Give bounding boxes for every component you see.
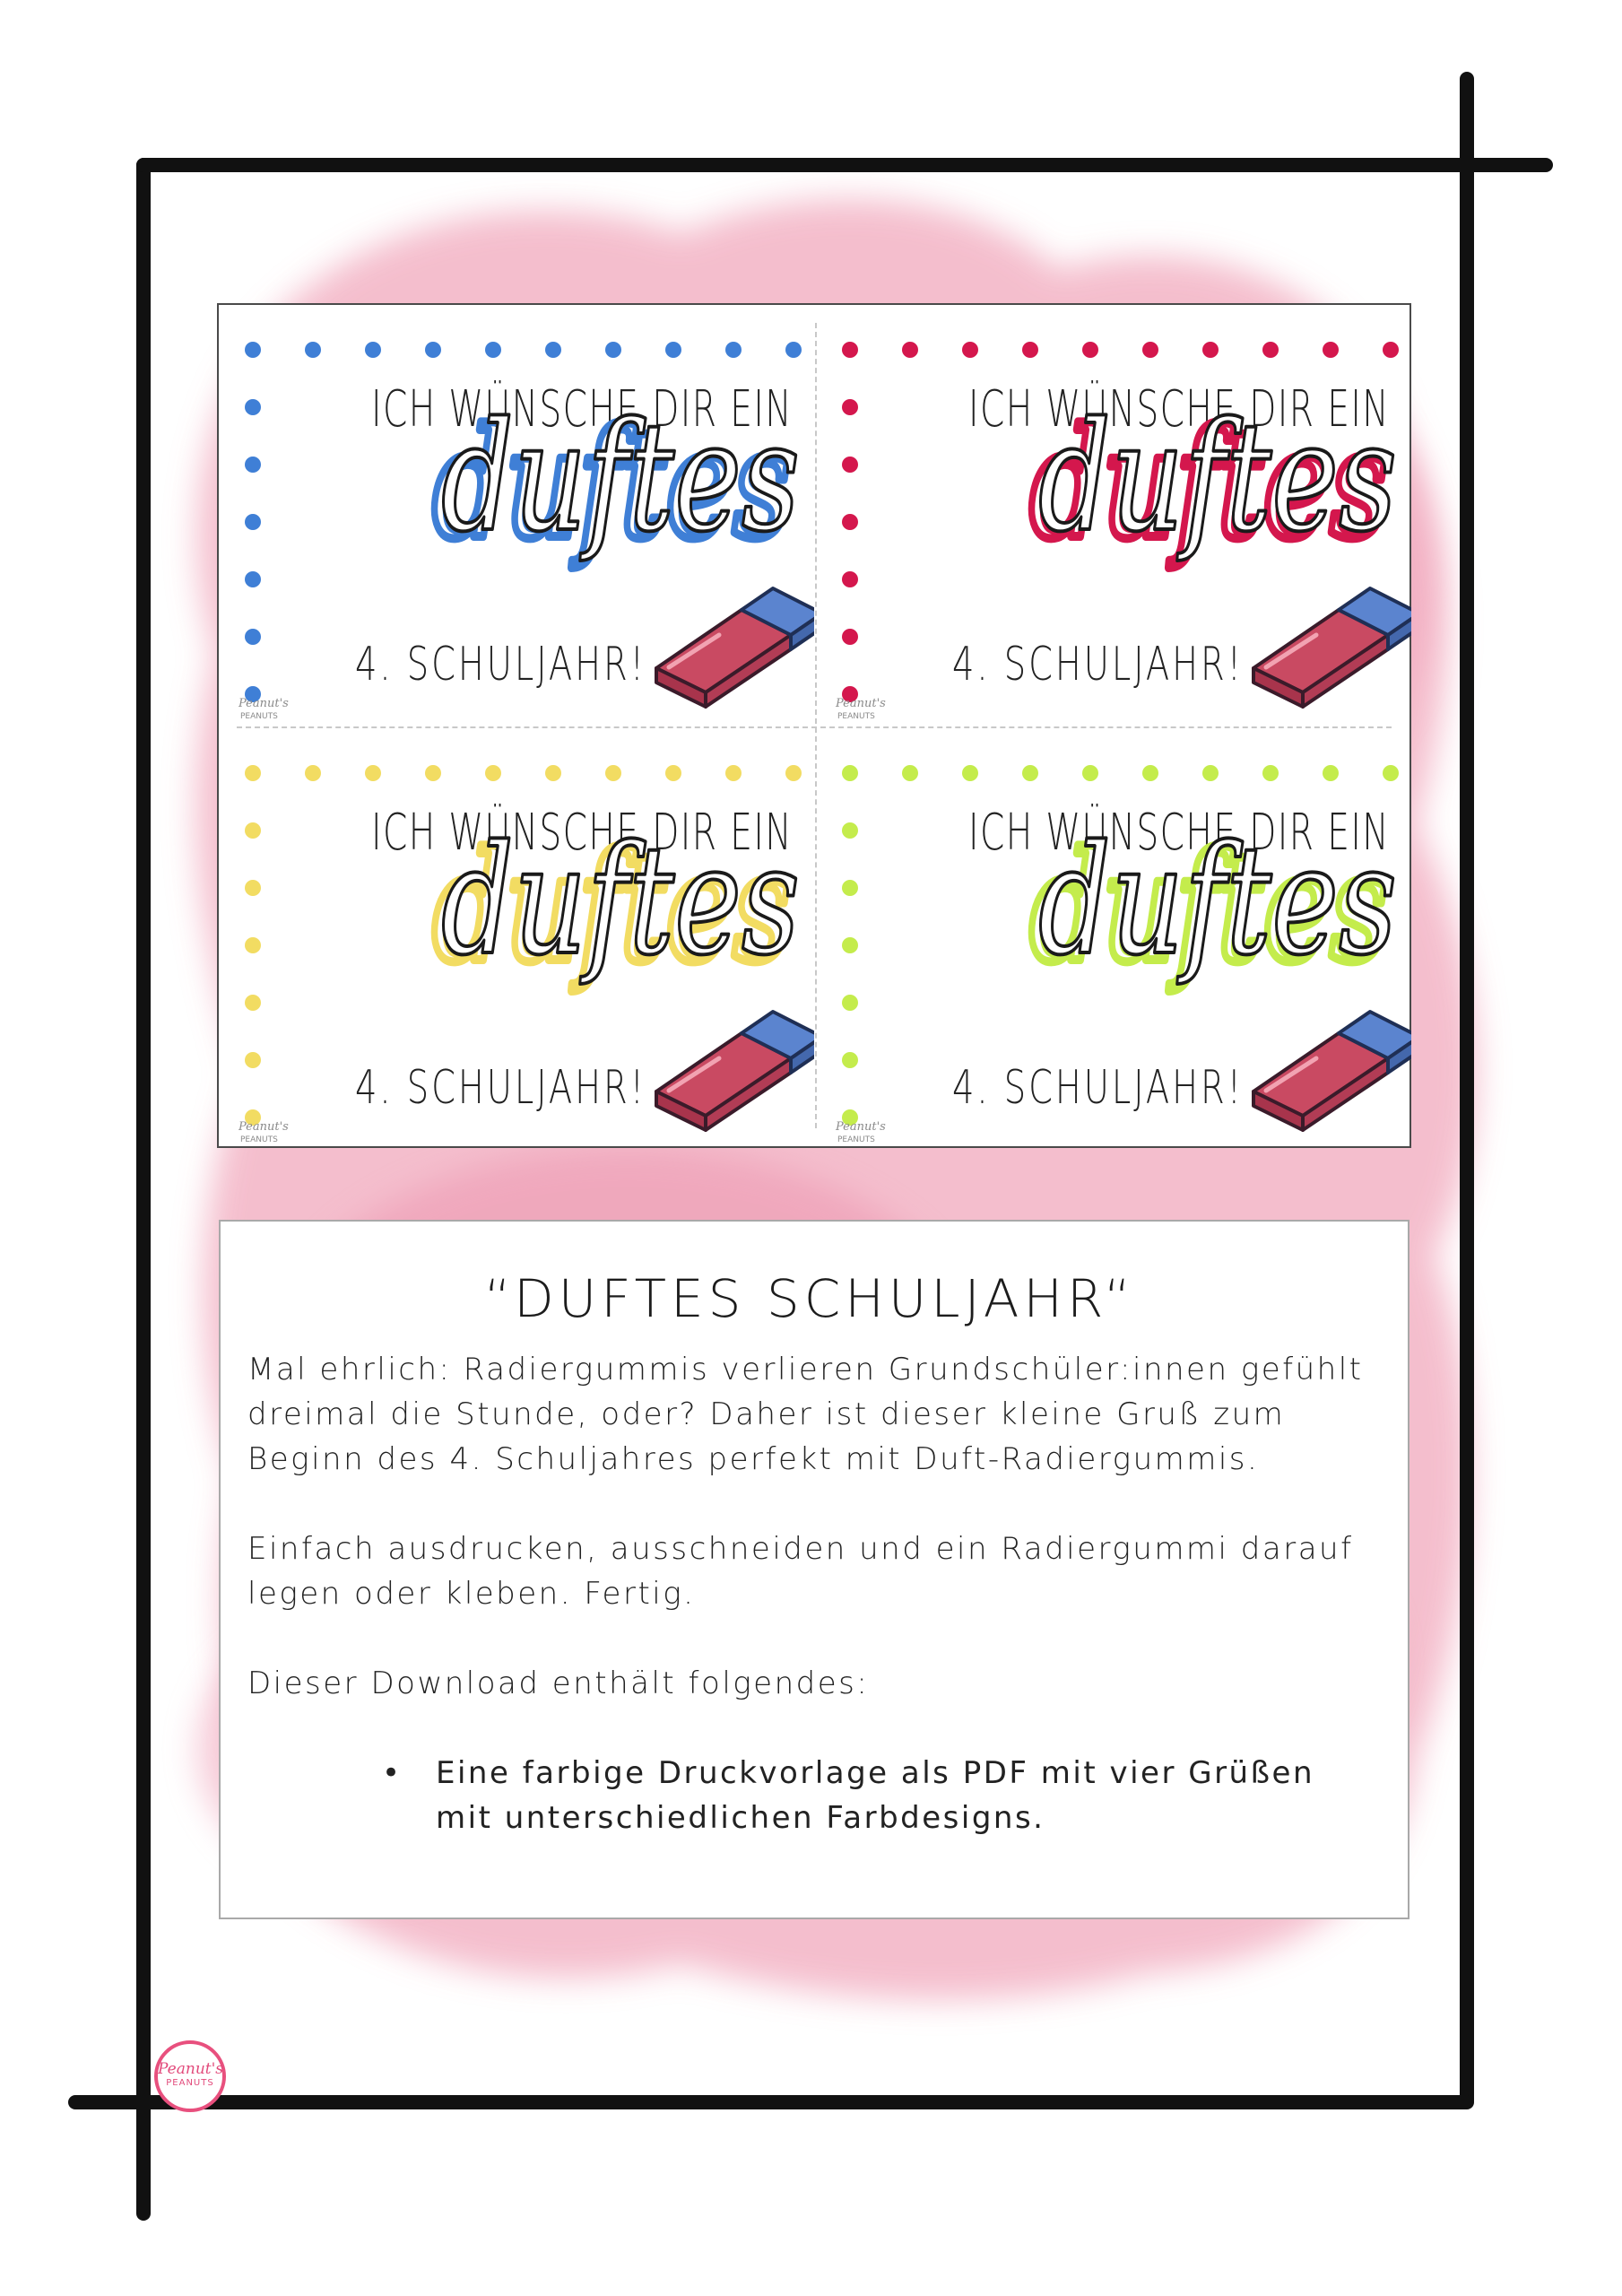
card-graphic	[816, 305, 1411, 725]
card-brand-name: Peanut's	[239, 697, 289, 710]
greeting-card-red	[816, 305, 1411, 725]
dot-decoration	[842, 457, 858, 473]
card-word: duftes	[1038, 813, 1397, 988]
dot-decoration	[1082, 765, 1098, 781]
card-brand-sub: PEANUTS	[837, 1135, 875, 1144]
dot-decoration	[842, 880, 858, 896]
card-line3: 4. SCHULJAHR!	[355, 638, 646, 691]
contents-list	[247, 1751, 1372, 1840]
frame-bottom-line	[68, 2095, 1474, 2109]
description-paragraph-1: Mal ehrlich: Radiergummis verlieren Grundschüler:innen gefühlt dreimal die Stunde, oder? Daher ist dieser kleine Gruß zum Beginn des 4. Schuljahres perfekt mit Duft-Radiergummis.	[247, 1352, 1364, 1477]
dot-decoration	[305, 342, 321, 358]
dot-decoration	[485, 765, 501, 781]
dot-decoration	[842, 514, 858, 530]
card-word-shadow: duftes	[432, 396, 791, 572]
dot-decoration	[545, 342, 561, 358]
dot-decoration	[842, 937, 858, 953]
dot-decoration	[605, 765, 621, 781]
description-box	[219, 1220, 1409, 1919]
dot-decoration	[245, 629, 261, 645]
list-item-text: Eine farbige Druckvorlage als PDF mit vier Grüßen mit unterschiedlichen Farbdesigns.	[436, 1755, 1314, 1836]
card-word-shadow: duftes	[432, 820, 791, 996]
dot-decoration	[365, 765, 381, 781]
dot-decoration	[785, 342, 802, 358]
dot-decoration	[665, 342, 681, 358]
dot-decoration	[245, 342, 261, 358]
dot-decoration	[1323, 342, 1339, 358]
card-graphic	[219, 305, 814, 725]
dot-decoration	[902, 342, 918, 358]
dot-decoration	[365, 342, 381, 358]
card-word: duftes	[441, 389, 800, 565]
dot-decoration	[1142, 342, 1158, 358]
brand-logo-name: Peanut's	[158, 2060, 223, 2078]
dot-decoration	[1202, 342, 1219, 358]
description-title: “DUFTES SCHULJAHR“	[483, 1268, 1136, 1329]
brand-logo	[154, 2040, 226, 2112]
card-brand-sub: PEANUTS	[837, 712, 875, 721]
eraser-icon	[1253, 1012, 1411, 1130]
description-paragraph-3: Dieser Download enthält folgendes:	[247, 1665, 870, 1701]
dot-decoration	[1202, 765, 1219, 781]
dot-decoration	[725, 342, 742, 358]
dot-decoration	[545, 765, 561, 781]
greeting-card-yellow	[219, 728, 814, 1148]
card-brand-name: Peanut's	[239, 1120, 289, 1134]
dot-decoration	[305, 765, 321, 781]
eraser-icon	[1253, 588, 1411, 707]
description-paragraph-2: Einfach ausdrucken, ausschneiden und ein Radiergummi darauf legen oder kleben. Fertig.	[247, 1531, 1354, 1612]
frame-top-line	[136, 158, 1553, 172]
eraser-icon	[656, 1012, 814, 1130]
card-line1: ICH WÜNSCHE DIR EIN	[968, 380, 1390, 439]
card-line3: 4. SCHULJAHR!	[952, 1061, 1244, 1115]
card-brand-sub: PEANUTS	[240, 712, 278, 721]
frame-right-line	[1460, 72, 1474, 2108]
dot-decoration	[425, 765, 441, 781]
dot-decoration	[1022, 765, 1038, 781]
dot-decoration	[1142, 765, 1158, 781]
card-line3: 4. SCHULJAHR!	[355, 1061, 646, 1115]
dot-decoration	[785, 765, 802, 781]
dot-decoration	[842, 765, 858, 781]
dot-decoration	[1262, 342, 1279, 358]
dot-decoration	[245, 457, 261, 473]
card-brand-name: Peanut's	[836, 1120, 886, 1134]
dot-decoration	[245, 995, 261, 1011]
dot-decoration	[245, 1052, 261, 1068]
dot-decoration	[245, 937, 261, 953]
dot-decoration	[425, 342, 441, 358]
dot-decoration	[842, 995, 858, 1011]
card-line3: 4. SCHULJAHR!	[952, 638, 1244, 691]
dot-decoration	[842, 822, 858, 839]
dot-decoration	[842, 342, 858, 358]
bullet-icon: •	[382, 1755, 403, 1791]
dot-decoration	[902, 765, 918, 781]
card-line1: ICH WÜNSCHE DIR EIN	[968, 804, 1390, 862]
dot-decoration	[1383, 342, 1399, 358]
card-line1: ICH WÜNSCHE DIR EIN	[371, 380, 793, 439]
dot-decoration	[245, 514, 261, 530]
dot-decoration	[485, 342, 501, 358]
card-word: duftes	[1038, 389, 1397, 565]
dot-decoration	[842, 1052, 858, 1068]
card-word-shadow: duftes	[1029, 396, 1388, 572]
dot-decoration	[1383, 765, 1399, 781]
eraser-icon	[656, 588, 814, 707]
dot-decoration	[1022, 342, 1038, 358]
greeting-card-blue	[219, 305, 814, 725]
dot-decoration	[725, 765, 742, 781]
card-line1: ICH WÜNSCHE DIR EIN	[371, 804, 793, 862]
dot-decoration	[962, 765, 978, 781]
card-brand-sub: PEANUTS	[240, 1135, 278, 1144]
card-graphic	[219, 728, 814, 1148]
dot-decoration	[245, 822, 261, 839]
greeting-card-green	[816, 728, 1411, 1148]
dot-decoration	[962, 342, 978, 358]
dot-decoration	[665, 765, 681, 781]
card-sheet	[217, 303, 1411, 1148]
dot-decoration	[1323, 765, 1339, 781]
card-brand-name: Peanut's	[836, 697, 886, 710]
dot-decoration	[1262, 765, 1279, 781]
brand-logo-sub: PEANUTS	[166, 2078, 214, 2088]
dot-decoration	[605, 342, 621, 358]
dot-decoration	[842, 629, 858, 645]
dot-decoration	[245, 571, 261, 587]
dot-decoration	[842, 399, 858, 415]
dot-decoration	[245, 880, 261, 896]
dot-decoration	[842, 571, 858, 587]
card-word-shadow: duftes	[1029, 820, 1388, 996]
dot-decoration	[1082, 342, 1098, 358]
frame-left-line	[136, 158, 151, 2221]
card-graphic	[816, 728, 1411, 1148]
list-item	[382, 1751, 1372, 1840]
dot-decoration	[245, 765, 261, 781]
dot-decoration	[245, 399, 261, 415]
card-word: duftes	[441, 813, 800, 988]
